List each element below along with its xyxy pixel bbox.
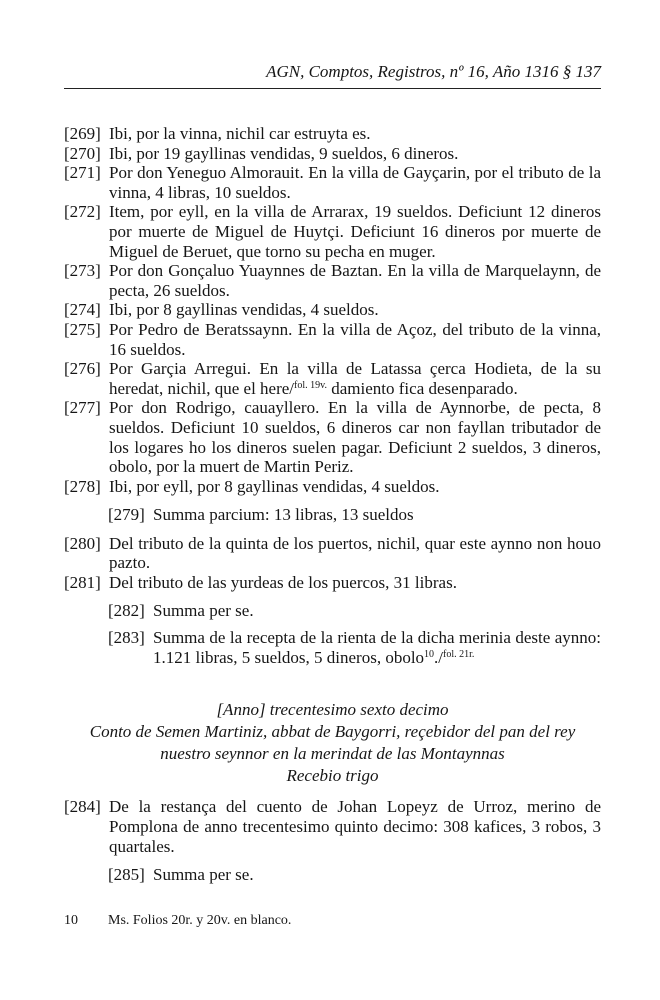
entry-text-part: ./	[434, 647, 444, 667]
entry-text: Del tributo de las yurdeas de los puercos, 31 libras.	[109, 573, 457, 593]
entry-number: [283]	[108, 628, 145, 648]
entry-text: Por Pedro de Beratssaynn. En la villa de Açoz, del tributo de la vinna, 16 sueldos.	[109, 319, 601, 359]
entry-text: Por don Yeneguo Almorauit. En la villa de Gayçarin, por el tributo de la vinna, 4 libras, 10 sueldos.	[109, 163, 601, 202]
entry-277	[64, 398, 601, 476]
entry-272	[64, 202, 601, 261]
entry-276	[64, 359, 601, 398]
entry-text-part: Summa de la recepta de la rienta de la dicha merinia deste aynno: 1.121 libras, 5 sueldos, 5 dineros, obolo	[153, 628, 601, 667]
entry-text: Summa per se.	[153, 600, 254, 620]
entry-text-part: damiento fica desenparado.	[327, 378, 518, 398]
folio-marker: fol. 19v.	[294, 379, 327, 391]
footnote-text: Ms. Folios 20r. y 20v. en blanco.	[108, 913, 292, 928]
entry-269	[64, 124, 601, 144]
entries-list	[64, 124, 601, 885]
entry-number: [282]	[108, 600, 145, 620]
entry-273	[64, 261, 601, 300]
entry-text	[109, 359, 601, 398]
entry-number: [271]	[64, 163, 101, 183]
entry-number: [277]	[64, 398, 101, 418]
entry-number: [274]	[64, 300, 101, 320]
entry-text: Por don Gonçaluo Yuaynnes de Baztan. En la villa de Marquelaynn, de pecta, 26 sueldos.	[109, 261, 601, 300]
entry-text: Ibi, por 8 gayllinas vendidas, 4 sueldos.	[109, 300, 379, 320]
entry-284	[64, 797, 601, 856]
entry-number: [275]	[64, 319, 101, 339]
entry-281	[64, 573, 601, 593]
entry-number: [276]	[64, 359, 101, 379]
entry-text: Ibi, por 19 gayllinas vendidas, 9 sueldos, 6 dineros.	[109, 143, 459, 163]
entry-text: Ibi, por eyll, por 8 gayllinas vendidas, 4 sueldos.	[109, 476, 440, 496]
entry-283-summa-recepta	[108, 628, 601, 667]
entry-number: [278]	[64, 476, 101, 496]
section-heading-title-cont: nuestro seynnor en la merindat de las Montaynnas	[160, 744, 505, 764]
folio-marker: fol. 21r.	[443, 648, 475, 660]
entry-number: [285]	[108, 865, 145, 885]
entry-number: [281]	[64, 573, 101, 593]
section-heading-subtitle: Recebio trigo	[286, 766, 379, 786]
entry-text: Del tributo de la quinta de los puertos, nichil, quar este aynno non houo pazto.	[109, 533, 601, 573]
entry-274	[64, 300, 601, 320]
section-heading	[64, 699, 601, 787]
entry-text-part: Por Garçia Arregui. En la villa de Latassa çerca Hodieta, de la su heredat, nichil, que el here/	[109, 359, 601, 398]
entry-text: Ibi, por la vinna, nichil car estruyta es.	[109, 124, 371, 143]
footnote-reference: 10	[424, 648, 435, 660]
entry-text	[153, 628, 601, 667]
header-rule	[64, 88, 601, 89]
footnote-number: 10	[64, 913, 78, 928]
entry-275	[64, 320, 601, 359]
section-heading-year: [Anno] trecentesimo sexto decimo	[216, 700, 449, 720]
entry-number: [269]	[64, 124, 101, 143]
entry-number: [284]	[64, 797, 101, 817]
running-head: AGN, Comptos, Registros, nº 16, Año 1316 § 137	[266, 62, 601, 81]
entry-278	[64, 477, 601, 497]
entry-279-summa-parcium	[108, 505, 601, 525]
entry-text: Item, por eyll, en la villa de Arrarax, 19 sueldos. Deficiunt 12 dineros por muerte de Miguel de Huytçi. Deficiunt 16 dineros por muerte de Miguel de Beruet, que torno su pecha en muger.	[109, 202, 601, 261]
footnote	[64, 912, 601, 930]
entry-number: [270]	[64, 143, 101, 163]
entry-number: [272]	[64, 202, 101, 222]
entry-282-summa	[108, 601, 601, 621]
entry-text: Summa parcium: 13 libras, 13 sueldos	[153, 505, 414, 525]
entry-271	[64, 163, 601, 202]
entry-280	[64, 534, 601, 573]
entry-285-summa	[108, 865, 601, 885]
section-heading-title: Conto de Semen Martiniz, abbat de Baygorri, reçebidor del pan del rey	[89, 722, 576, 742]
entry-number: [280]	[64, 533, 101, 553]
entry-number: [279]	[108, 505, 145, 525]
entry-text: Por don Rodrigo, cauayllero. En la villa de Aynnorbe, de pecta, 8 sueldos. Deficiunt 10 sueldos, 6 dineros car non fayllan tributador de los logares ho los dineros suelen pagar. Deficiunt 2 sueldos, 3 dineros, obolo, por la muert de Martin Periz.	[109, 398, 601, 477]
entry-text: Summa per se.	[153, 865, 254, 885]
entry-number: [273]	[64, 261, 101, 281]
entry-270	[64, 144, 601, 164]
entry-text: De la restança del cuento de Johan Lopeyz de Urroz, merino de Pomplona de anno trecentesimo quinto decimo: 308 kafices, 3 robos, 3 quartales.	[109, 797, 601, 856]
